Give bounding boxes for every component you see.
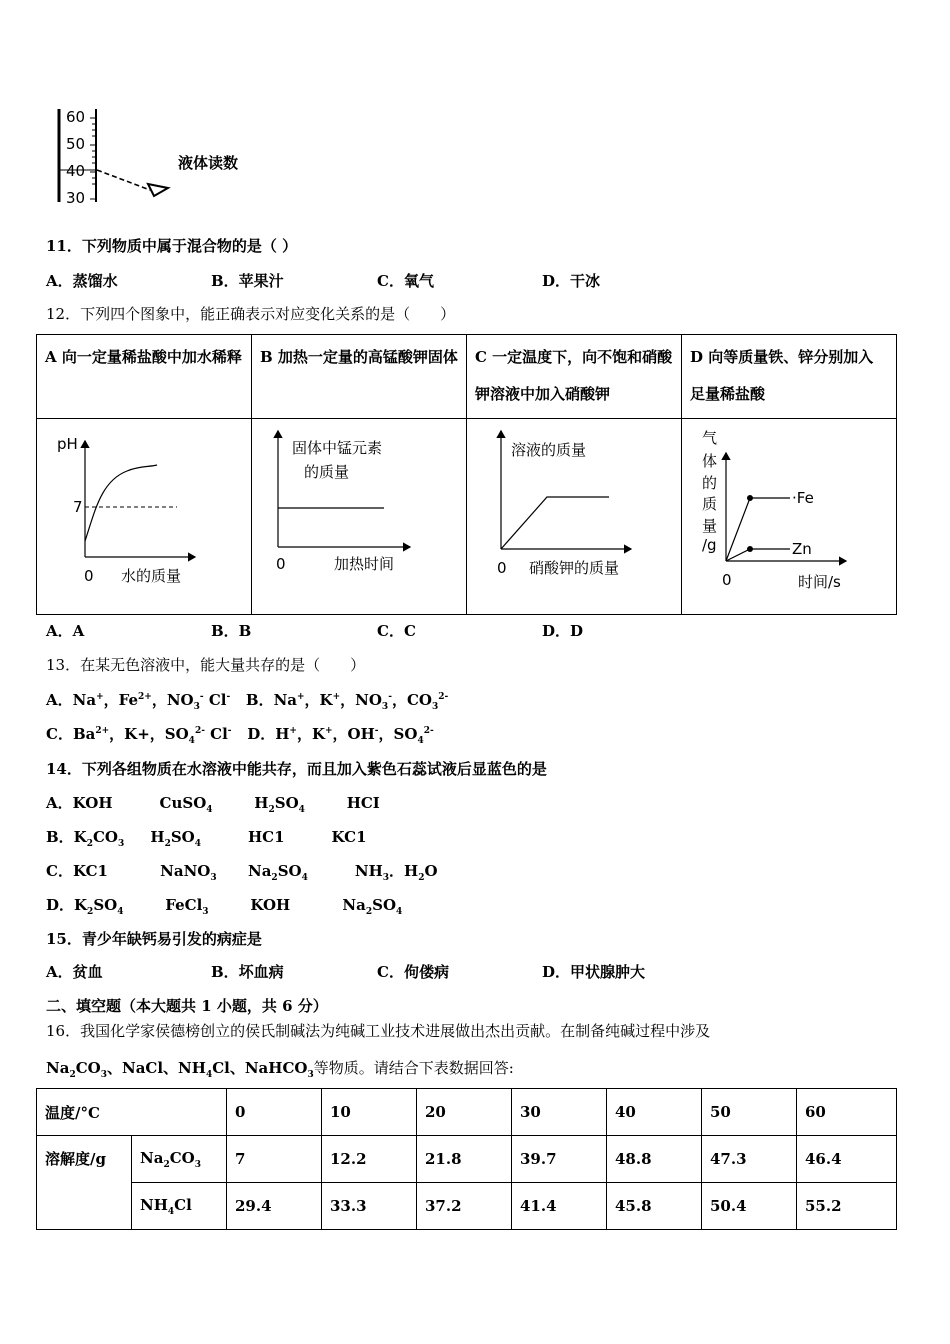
graph-d [682, 419, 896, 614]
graph-a-xlabel: 水的质量 [121, 567, 182, 585]
tick-30: 30 [66, 189, 86, 207]
tick-60: 60 [66, 108, 86, 126]
q14-option-d[interactable]: D．$K_2SO_4$ FeCl$_3$ KOH $Na_2SO_4$ [46, 896, 403, 917]
q12-option-a[interactable]: A．A [46, 622, 85, 640]
temp-cell: 0 [227, 1089, 322, 1136]
temp-cell: 30 [512, 1089, 607, 1136]
table-row [37, 1136, 897, 1183]
q15-option-b[interactable]: B．坏血病 [211, 963, 284, 981]
cylinder-figure [50, 104, 180, 208]
graph-d-y-6: /g [702, 536, 717, 554]
table-cell: 33.3 [322, 1183, 417, 1230]
graph-c-xlabel: 硝酸钾的质量 [529, 559, 620, 577]
tick-50: 50 [66, 135, 86, 153]
q11-options [46, 270, 600, 291]
graph-b-zero: 0 [276, 555, 286, 573]
graph-d-y-2: 体 [702, 452, 718, 470]
graph-d-xlabel: 时间/s [798, 573, 841, 591]
graph-a-ylabel: pH [57, 435, 78, 453]
q12-options [46, 620, 583, 641]
graph-a [37, 419, 251, 614]
q12-option-c[interactable]: C．C [377, 622, 416, 640]
table-cell: 39.7 [512, 1136, 607, 1183]
graph-d-fe-line [726, 498, 790, 561]
table-cell: 48.8 [607, 1136, 702, 1183]
solubility-label: 溶解度/g [37, 1136, 132, 1230]
section-2-title: 二、填空题（本大题共 1 小题，共 6 分） [46, 997, 328, 1015]
table-cell: 55.2 [797, 1183, 897, 1230]
q11-stem: 11．下列物质中属于混合物的是（ ） [46, 237, 298, 255]
q16-line-2-tail: 等物质。请结合下表数据回答: [313, 1059, 514, 1077]
q15-options [46, 961, 645, 982]
q11-option-a[interactable]: A．蒸馏水 [46, 272, 118, 290]
graph-c-line [501, 497, 609, 549]
graph-b-ylabel-1: 固体中锰元素 [292, 439, 383, 457]
table-cell: 47.3 [702, 1136, 797, 1183]
q15-option-c[interactable]: C．佝偻病 [377, 963, 449, 981]
table-cell: 12.2 [322, 1136, 417, 1183]
q14-option-c[interactable]: C．KC1 NaNO$_3$ $Na_2SO_4$ $NH_3$．$H_2O$ [46, 862, 438, 883]
q12-header-c: C 一定温度下，向不饱和硝酸钾溶液中加入硝酸钾 [475, 348, 673, 403]
graph-c-zero: 0 [497, 559, 507, 577]
q16-line-1: 16．我国化学家侯德榜创立的侯氏制碱法为纯碱工业技术进展做出杰出贡献。在制备纯碱过程中涉及 [46, 1022, 711, 1040]
q12-header-d: D 向等质量铁、锌分别加入足量稀盐酸 [690, 348, 874, 403]
table-cell: 29.4 [227, 1183, 322, 1230]
table-cell: 21.8 [417, 1136, 512, 1183]
graph-b-xlabel: 加热时间 [334, 555, 395, 573]
table-cell: 7 [227, 1136, 322, 1183]
graph-d-y-5: 量 [702, 517, 718, 535]
q11-option-d[interactable]: D．干冰 [542, 272, 601, 290]
q14-option-b[interactable]: B．$K_2CO_3$ $H_2SO_4$ HC1 KC1 [46, 828, 367, 849]
cylinder-label: 液体读数 [178, 154, 239, 172]
graph-c-ylabel: 溶液的质量 [511, 441, 587, 459]
graph-d-zn-label: Zn [792, 540, 812, 558]
q13-stem: 13．在某无色溶液中，能大量共存的是（ ） [46, 656, 366, 674]
solubility-table [36, 1088, 897, 1230]
temp-cell: 40 [607, 1089, 702, 1136]
q12-header-b: B 加热一定量的高锰酸钾固体 [260, 348, 458, 366]
table-row [37, 1183, 897, 1230]
q15-option-d[interactable]: D．甲状腺肿大 [542, 963, 646, 981]
graph-c [467, 419, 681, 614]
graph-a-seven: 7 [73, 498, 83, 516]
temp-cell: 10 [322, 1089, 417, 1136]
graph-d-fe-label: ·Fe [792, 489, 814, 507]
tick-40: 40 [66, 162, 86, 180]
table-cell: 50.4 [702, 1183, 797, 1230]
na2co3-label: $Na_2CO_3$ [132, 1136, 227, 1183]
q14-option-a[interactable]: A．KOH CuSO$_4$ $H_2SO_4$ HCI [46, 794, 380, 815]
q12-option-b[interactable]: B．B [211, 622, 252, 640]
q16-line-2: $Na_2CO_3$、NaCl、$NH_4Cl$、NaHCO$_3$等物质。请结合下表数据回答: [46, 1059, 514, 1080]
graph-d-y-4: 质 [702, 495, 718, 513]
temp-label: 温度/°C [37, 1089, 227, 1136]
q14-stem: 14．下列各组物质在水溶液中能共存，而且加入紫色石蕊试液后显蓝色的是 [46, 760, 547, 778]
graph-d-y-3: 的 [702, 474, 718, 492]
temp-cell: 20 [417, 1089, 512, 1136]
table-row [37, 1089, 897, 1136]
graph-d-zero: 0 [722, 571, 732, 589]
q13-options-cd: C．$Ba^{2+}$，K+，$SO_4^{2-}$ Cl- D．H+，K+，OH-，$SO_4^{2-}$ [46, 725, 434, 746]
nh4cl-label: $NH_4Cl$ [132, 1183, 227, 1230]
q13-options-ab: A．Na+，$Fe^{2+}$，$NO_3^-$ Cl- B．Na+，K+，$NO_3^-$，$CO_3^{2-}$ [46, 691, 449, 712]
temp-cell: 60 [797, 1089, 897, 1136]
graph-b [252, 419, 466, 614]
graph-d-zn-line [726, 549, 790, 561]
q12-header-a: A 向一定量稀盐酸中加水稀释 [45, 348, 242, 366]
eye-icon [148, 184, 168, 196]
graph-b-ylabel-2: 的质量 [304, 463, 350, 481]
graph-a-zero: 0 [84, 567, 94, 585]
q11-option-c[interactable]: C．氧气 [377, 272, 434, 290]
graph-d-y-1: 气 [702, 429, 718, 447]
table-cell: 41.4 [512, 1183, 607, 1230]
graph-a-curve [85, 465, 157, 541]
q15-stem: 15．青少年缺钙易引发的病症是 [46, 930, 262, 948]
table-cell: 46.4 [797, 1136, 897, 1183]
q15-option-a[interactable]: A．贫血 [46, 963, 103, 981]
q11-option-b[interactable]: B．苹果汁 [211, 272, 284, 290]
temp-cell: 50 [702, 1089, 797, 1136]
table-cell: 37.2 [417, 1183, 512, 1230]
q12-table [36, 334, 897, 615]
table-cell: 45.8 [607, 1183, 702, 1230]
q12-option-d[interactable]: D．D [542, 622, 584, 640]
q12-stem: 12．下列四个图象中，能正确表示对应变化关系的是（ ） [46, 305, 456, 323]
